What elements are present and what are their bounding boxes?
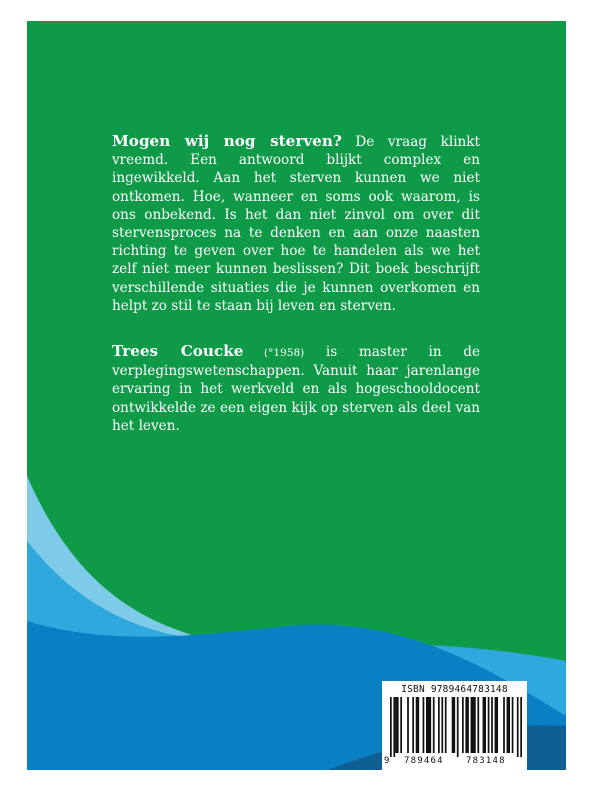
barcode-bar [423, 697, 425, 753]
barcode-bar [416, 697, 419, 753]
barcode-bar [517, 697, 519, 757]
barcode-digits-left: 789464 [404, 756, 444, 766]
barcode-bar [457, 697, 459, 757]
barcode-bar [438, 697, 440, 753]
barcode-bar [507, 697, 510, 753]
barcode-digit-first: 9 [384, 756, 390, 766]
barcode-bars [390, 697, 522, 757]
author-birth-year: (°1958) [243, 347, 305, 359]
barcode-bar [426, 697, 431, 753]
barcode-bar [393, 697, 395, 757]
blurb-paragraph [112, 132, 480, 315]
barcode-bar [465, 697, 468, 753]
barcode-bar [512, 697, 514, 753]
barcode-bar [477, 697, 479, 753]
barcode-bar [412, 697, 414, 753]
barcode-bar [488, 697, 490, 753]
barcode-bar [495, 697, 498, 753]
author-bio: is master in de verplegingswetenschappen. Vanuit haar jarenlange ervaring in het werkveld en als hogeschooldocent ontwikkelde ze een eigen kijk op sterven als deel van het leven. [112, 344, 480, 434]
author-paragraph [112, 342, 480, 435]
barcode-digits-right: 783148 [466, 756, 506, 766]
barcode-bar [400, 697, 402, 753]
isbn-label: ISBN 9789464783148 [401, 684, 508, 695]
barcode-bar [433, 697, 435, 753]
isbn-barcode [382, 681, 527, 770]
barcode-bar [390, 697, 392, 757]
barcode-bar [462, 697, 464, 753]
barcode-bar [452, 697, 455, 753]
author-name: Trees Coucke [112, 342, 244, 360]
barcode-bar [520, 697, 522, 757]
barcode-bar [445, 697, 447, 753]
barcode-bar [407, 697, 409, 753]
barcode-bar [471, 697, 476, 753]
back-cover [27, 21, 566, 770]
blurb-text: De vraag klinkt vreemd. Een antwoord blijkt complex en ingewikkeld. Aan het sterven kunnen we niet ontkomen. Hoe, wanneer en soms ook waarom, is ons onbekend. Is het dan niet zinvol om over dit stervensproces na te denken en aan onze naasten richting te geven over hoe te handelen als we het zelf niet meer kunnen beslissen? Dit boek beschrijft verschillende situaties die je kunnen overkomen en helpt zo stil te staan bij leven en sterven. [112, 134, 480, 314]
barcode-bar [483, 697, 486, 753]
blurb-lead: Mogen wij nog sterven? [112, 132, 342, 150]
barcode-bar [503, 697, 505, 753]
barcode-bar [395, 697, 398, 753]
barcode-bar [441, 697, 443, 753]
barcode-bar [491, 697, 493, 753]
